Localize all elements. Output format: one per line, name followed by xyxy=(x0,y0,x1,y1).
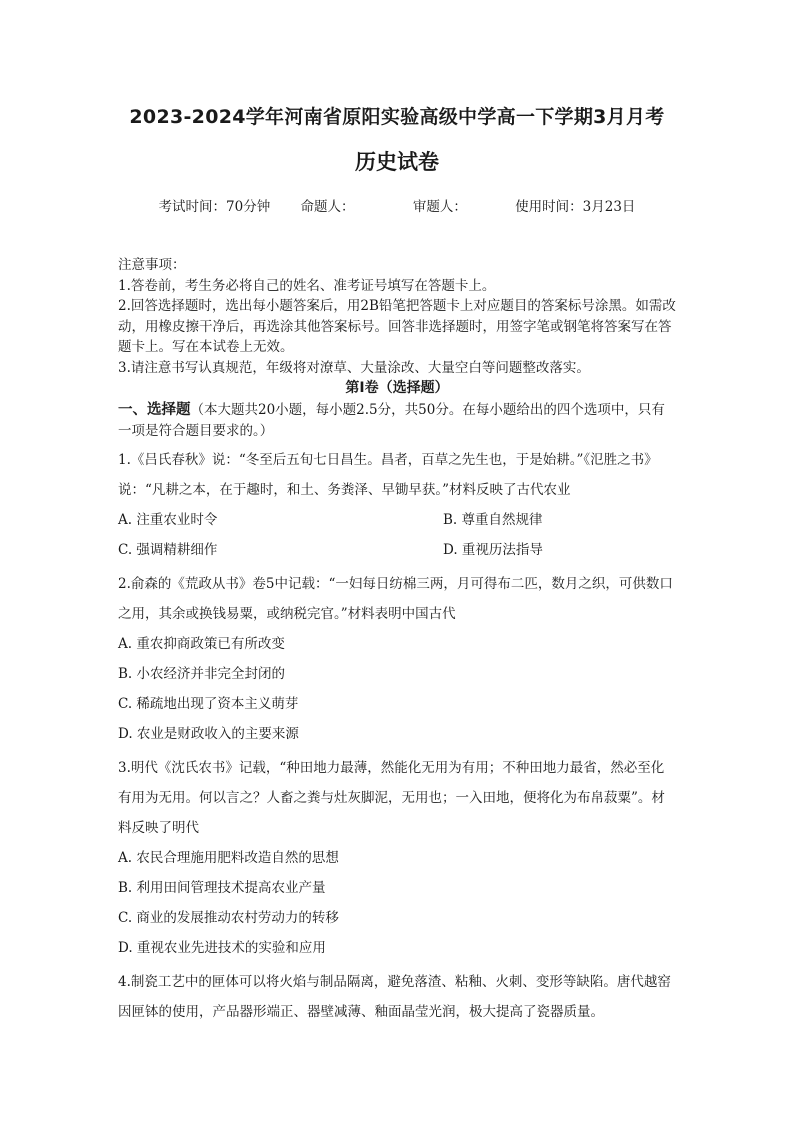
part-intro xyxy=(118,400,676,441)
option-d: D. 农业是财政收入的主要来源 xyxy=(118,726,299,742)
part-description: （本大题共20小题，每小题2.5分，共50分。在每小题给出的四个选项中，只有一项是符合题目要求的。） xyxy=(118,402,665,439)
option-a: A. 注重农业时令 xyxy=(118,512,218,528)
question-4 xyxy=(118,967,676,1027)
question-stem: 4.制瓷工艺中的匣体可以将火焰与制品隔离，避免落渣、粘釉、火刺、变形等缺陷。唐代越窑因匣钵的使用，产品器形端正、器壁减薄、釉面晶莹光润，极大提高了瓷器质量。 xyxy=(118,974,671,1020)
option-c: C. 稀疏地出现了资本主义萌芽 xyxy=(118,696,299,712)
notice-block xyxy=(118,255,676,378)
use-date: 使用时间：3月23日 xyxy=(515,199,636,215)
question-3 xyxy=(118,753,676,963)
option-b: B. 小农经济并非完全封闭的 xyxy=(118,666,286,682)
notice-item: 2.回答选择题时，选出每小题答案后，用2B铅笔把答题卡上对应题目的答案标号涂黑。如需改动，用橡皮擦干净后，再选涂其他答案标号。回答非选择题时，用签字笔或钢笔将答案写在答题卡上。写在本试卷上无效。 xyxy=(118,298,676,355)
question-1 xyxy=(118,445,676,565)
option-d: D. 重视农业先进技术的实验和应用 xyxy=(118,940,326,956)
question-stem: 1.《吕氏春秋》说：“冬至后五旬七日昌生。昌者，百草之先生也，于是始耕。”《氾胜之书》说：“凡耕之本，在于趣时，和土、务粪泽、早锄早获。”材料反映了古代农业 xyxy=(118,452,658,498)
option-c: C. 强调精耕细作 xyxy=(118,542,218,558)
question-reviewer: 审题人： xyxy=(412,199,467,215)
option-a: A. 重农抑商政策已有所改变 xyxy=(118,636,285,652)
question-setter: 命题人： xyxy=(300,199,355,215)
part-label: 一、选择题 xyxy=(118,402,191,418)
option-c: C. 商业的发展推动农村劳动力的转移 xyxy=(118,910,339,926)
exam-title: 2023-2024学年河南省原阳实验高级中学高一下学期3月月考 xyxy=(129,106,665,128)
question-2 xyxy=(118,569,676,749)
option-row xyxy=(118,505,676,535)
option-a: A. 农民合理施用肥料改造自然的思想 xyxy=(118,850,339,866)
notice-heading: 注意事项： xyxy=(118,257,186,273)
exam-info-line xyxy=(118,197,676,217)
notice-item: 1.答卷前，考生务必将自己的姓名、准考证号填写在答题卡上。 xyxy=(118,277,496,294)
notice-item: 3.请注意书写认真规范，年级将对潦草、大量涂改、大量空白等问题整改落实。 xyxy=(118,359,590,376)
question-stem: 2.俞森的《荒政从书》卷5中记载：“一妇每日纺棉三两，月可得布二匹，数月之织，可供数口之用，其余或换钱易粟，或纳税完官。”材料表明中国古代 xyxy=(118,576,673,622)
option-b: B. 利用田间管理技术提高农业产量 xyxy=(118,880,326,896)
section-heading: 第Ⅰ卷（选择题） xyxy=(345,380,449,396)
question-stem: 3.明代《沈氏农书》记载，“种田地力最薄，然能化无用为有用；不种田地力最省，然必至化有用为无用。何以言之？人畜之粪与灶灰脚泥，无用也；一入田地，便将化为布帛菽粟”。材料反映了明代 xyxy=(118,760,665,836)
exam-subtitle: 历史试卷 xyxy=(355,150,439,174)
exam-time: 考试时间：70分钟 xyxy=(158,199,271,215)
option-d: D. 重视历法指导 xyxy=(443,542,543,558)
option-row xyxy=(118,535,676,565)
option-b: B. 尊重自然规律 xyxy=(443,512,543,528)
